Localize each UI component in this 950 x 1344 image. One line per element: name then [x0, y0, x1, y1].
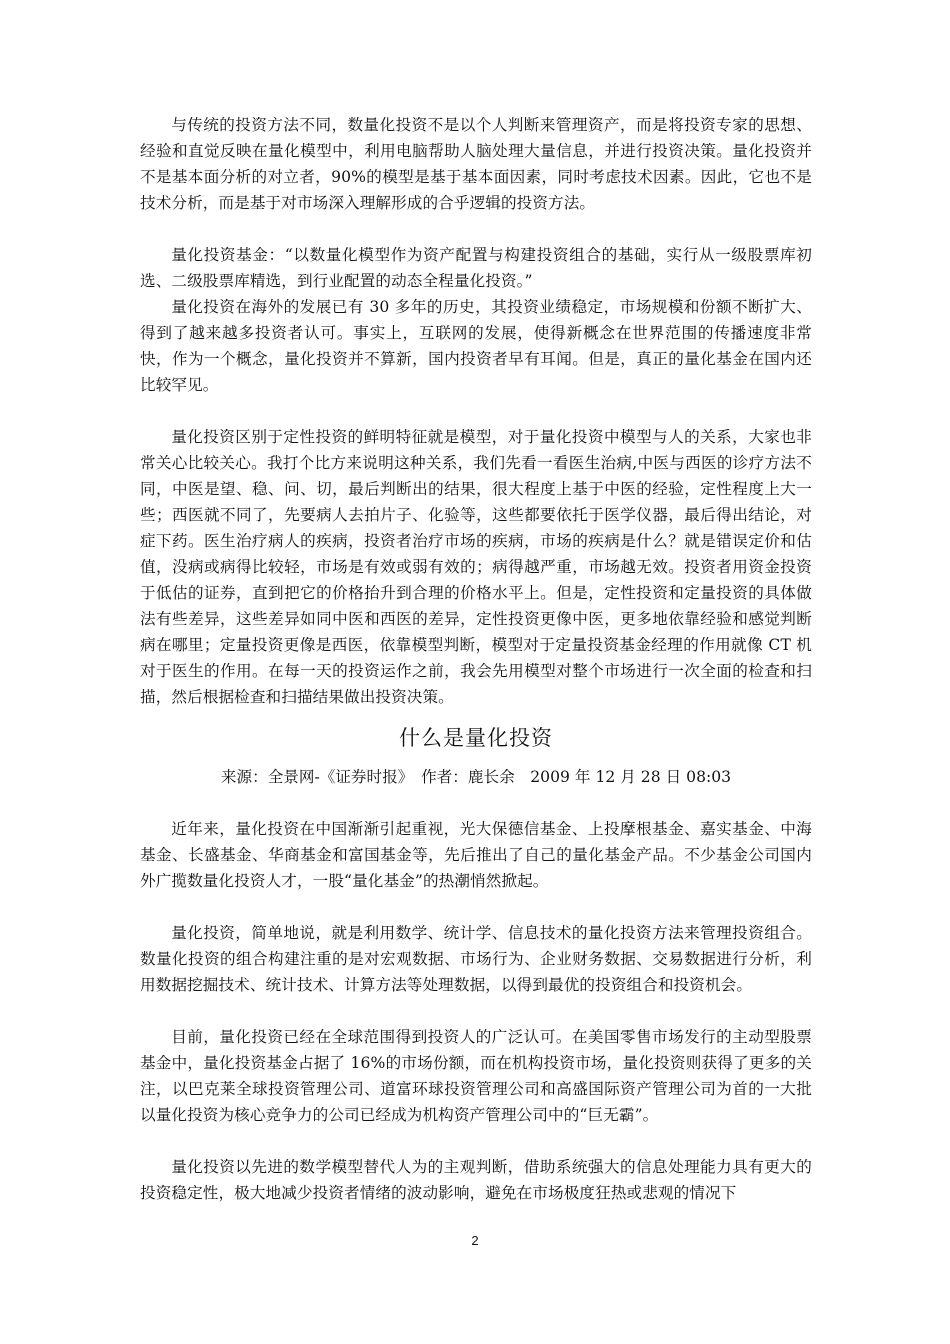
article-title: 什么是量化投资 [399, 726, 553, 750]
paragraph-overseas-history: 量化投资在海外的发展已有 30 多年的历史，其投资业绩稳定，市场规模和份额不断扩大、得到了越来越多投资者认可。事实上，互联网的发展，使得新概念在世界范围的传播速度非常快，作为一个概念，量化投资并不算新，国内投资者早有耳闻。但是，真正的量化基金在国内还比较罕见。 [140, 298, 812, 394]
paragraph-gap [140, 216, 812, 242]
article-byline: 来源：全景网-《证券时报》 作者：鹿长余 2009 年 12 月 28 日 08:03 [220, 768, 732, 786]
document-page [140, 112, 812, 1206]
paragraph-quant-vs-traditional: 与传统的投资方法不同，数量化投资不是以个人判断来管理资产，而是将投资专家的思想、经验和直觉反映在量化模型中，利用电脑帮助人脑处理大量信息，并进行投资决策。量化投资并不是基本面分析的对立者，90%的模型是基于基本面因素，同时考虑技术因素。因此，它也不是技术分析，而是基于对市场深入理解形成的合乎逻辑的投资方法。 [140, 116, 812, 212]
paragraph-china-rise: 近年来，量化投资在中国渐渐引起重视，光大保德信基金、上投摩根基金、嘉实基金、中海基金、长盛基金、华商基金和富国基金等，先后推出了自己的量化基金产品。不少基金公司国内外广揽数量化投资人才，一股“量化基金”的热潮悄然掀起。 [140, 820, 812, 890]
paragraph-gap [140, 894, 812, 920]
paragraph-gap [140, 398, 812, 424]
paragraph-gap [140, 1128, 812, 1154]
paragraph-gap [140, 790, 812, 816]
page-number: 2 [471, 1233, 479, 1248]
paragraph-gap [140, 998, 812, 1024]
paragraph-global-recognition: 目前，量化投资已经在全球范围得到投资人的广泛认可。在美国零售市场发行的主动型股票基金中，量化投资基金占据了 16%的市场份额，而在机构投资市场，量化投资则获得了更多的关注，以巴克莱全球投资管理公司、道富环球投资管理公司和高盛国际资产管理公司为首的一大批以量化投资为核心竞争力的公司已经成为机构资产管理公司中的“巨无霸”。 [140, 1028, 812, 1124]
paragraph-model-analogy: 量化投资区别于定性投资的鲜明特征就是模型，对于量化投资中模型与人的关系，大家也非常关心比较关心。我打个比方来说明这种关系，我们先看一看医生治病,中医与西医的诊疗方法不同，中医是望、稳、问、切，最后判断出的结果，很大程度上基于中医的经验，定性程度上大一些；西医就不同了，先要病人去拍片子、化验等，这些都要依托于医学仪器，最后得出结论，对症下药。医生治疗病人的疾病，投资者治疗市场的疾病，市场的疾病是什么？就是错误定价和估值，没病或病得比较轻，市场是有效或弱有效的；病得越严重，市场越无效。投资者用资金投资于低估的证券，直到把它的价格抬升到合理的价格水平上。但是，定性投资和定量投资的具体做法有些差异，这些差异如同中医和西医的差异，定性投资更像中医，更多地依靠经验和感觉判断病在哪里；定量投资更像是西医，依靠模型判断，模型对于定量投资基金经理的作用就像 CT 机对于医生的作用。在每一天的投资运作之前，我会先用模型对整个市场进行一次全面的检查和扫描，然后根据检查和扫描结果做出投资决策。 [140, 428, 812, 706]
paragraph-model-advantages: 量化投资以先进的数学模型替代人为的主观判断，借助系统强大的信息处理能力具有更大的投资稳定性，极大地减少投资者情绪的波动影响，避免在市场极度狂热或悲观的情况下 [140, 1158, 812, 1202]
paragraph-quant-fund-definition: 量化投资基金：“以数量化模型作为资产配置与构建投资组合的基础，实行从一级股票库初选、二级股票库精选，到行业配置的动态全程量化投资。” [140, 246, 812, 290]
paragraph-simple-definition: 量化投资，简单地说，就是利用数学、统计学、信息技术的量化投资方法来管理投资组合。数量化投资的组合构建注重的是对宏观数据、市场行为、企业财务数据、交易数据进行分析，利用数据挖掘技术、统计技术、计算方法等处理数据，以得到最优的投资组合和投资机会。 [140, 924, 812, 994]
